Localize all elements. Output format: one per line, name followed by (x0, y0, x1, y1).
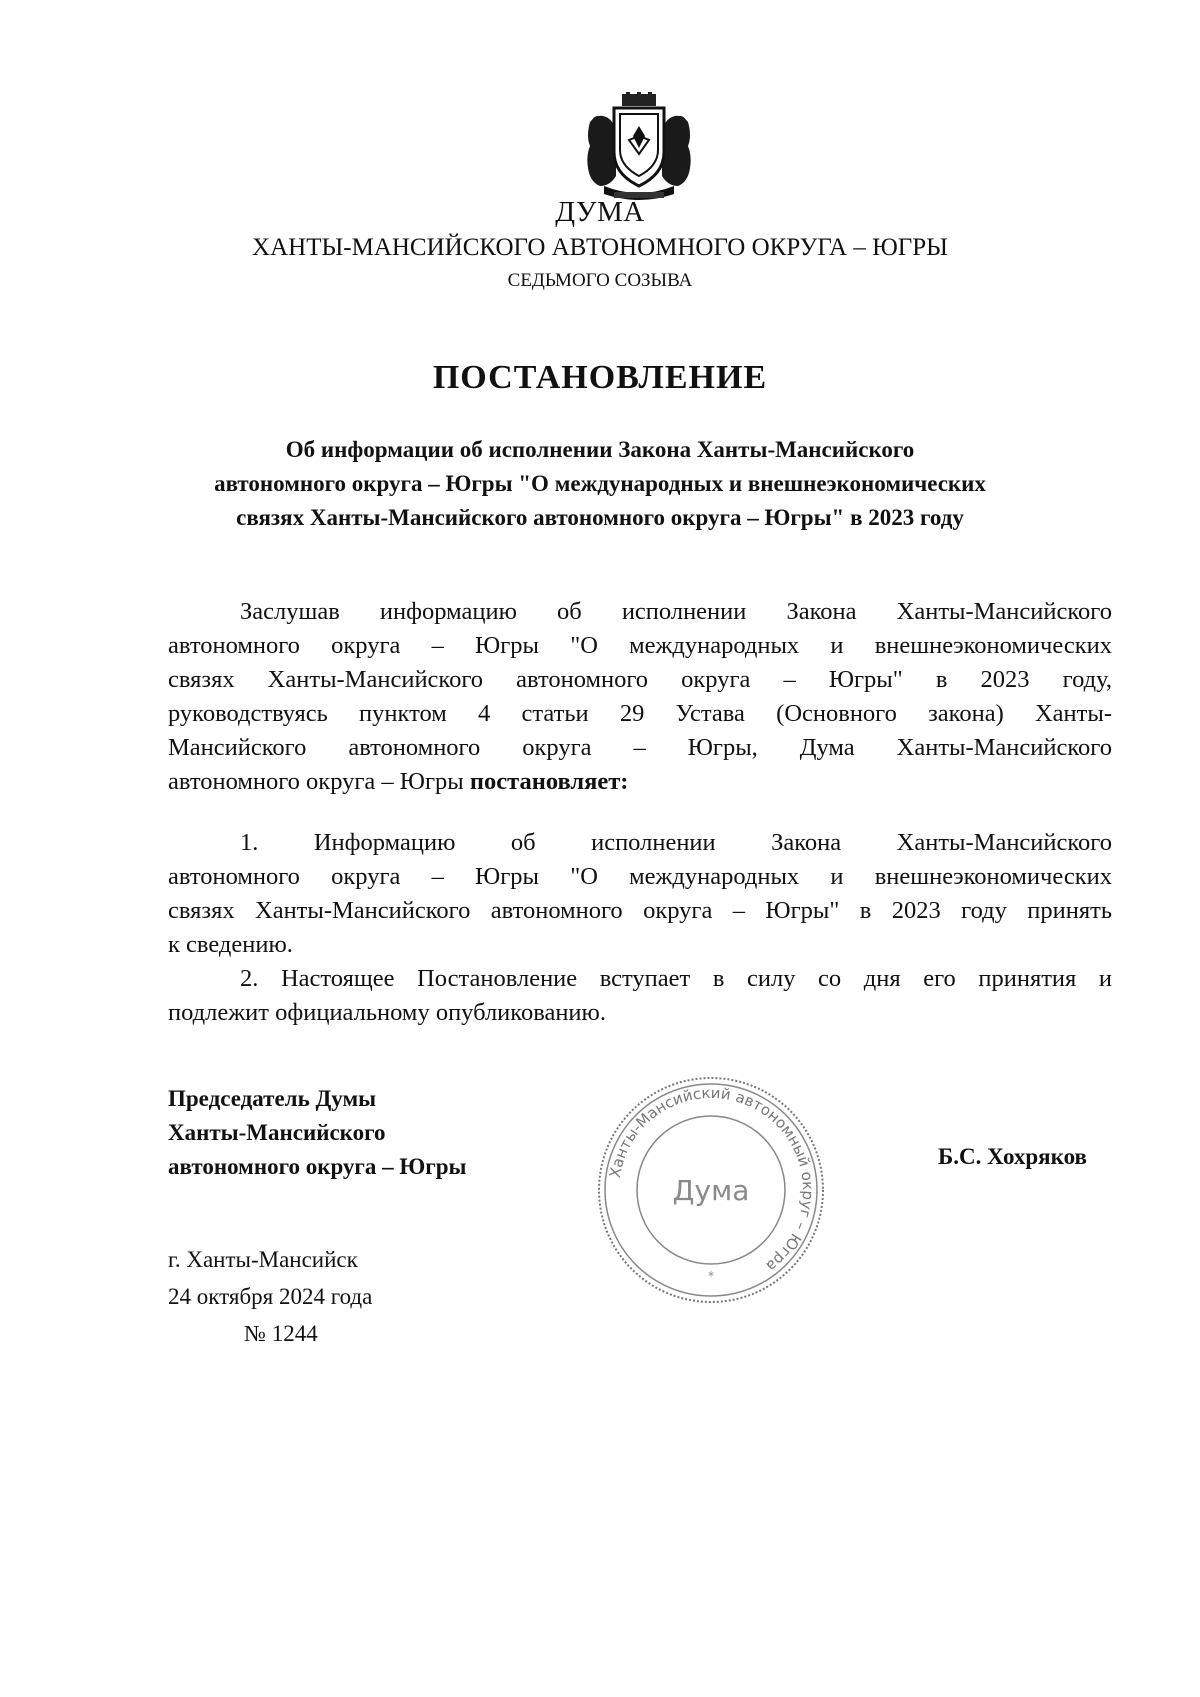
coat-of-arms-icon (584, 92, 694, 202)
subject-line: автономного округа – Югры "О международных и внешнеэкономических (214, 471, 986, 496)
signatory-title-line: Ханты-Мансийского (168, 1120, 386, 1145)
region-name: ХАНТЫ-МАНСИЙСКОГО АВТОНОМНОГО ОКРУГА – ЮГРЫ (252, 234, 948, 261)
seal-center-text: Дума (672, 1174, 750, 1207)
preamble-last-text: автономного округа – Югры (168, 768, 464, 795)
city: г. Ханты-Мансийск (168, 1247, 358, 1272)
item-2-line: 2. Настоящее Постановление вступает в силу со дня его принятия и (240, 965, 1112, 992)
document-number: № 1244 (244, 1321, 318, 1346)
subject-line: связях Ханты-Мансийского автономного округа – Югры" в 2023 году (236, 505, 964, 530)
preamble-last-line (168, 765, 628, 799)
item-1-line: 1. Информацию об исполнении Закона Ханты-Мансийского (240, 829, 1112, 856)
preamble-line: Мансийского автономного округа – Югры, Дума Ханты-Мансийского (168, 734, 1112, 761)
signatory-name: Б.С. Хохряков (938, 1144, 1087, 1169)
organization-name: ДУМА (555, 196, 645, 228)
document-type-title: ПОСТАНОВЛЕНИЕ (432, 359, 768, 396)
item-1-line: автономного округа – Югры "О международных и внешнеэкономических (168, 863, 1112, 890)
date: 24 октября 2024 года (168, 1284, 373, 1309)
signatory-title-line: Председатель Думы (168, 1086, 377, 1111)
subject-line: Об информации об исполнении Закона Ханты-Мансийского (285, 437, 915, 462)
resolution-verb: постановляет: (469, 768, 629, 795)
convocation-label: СЕДЬМОГО СОЗЫВА (507, 270, 693, 291)
preamble-line: связях Ханты-Мансийского автономного округа – Югры" в 2023 году, (168, 666, 1112, 693)
item-1-last-line: к сведению. (168, 931, 293, 958)
signatory-title-line: автономного округа – Югры (168, 1154, 467, 1179)
official-seal-icon (586, 1070, 836, 1310)
preamble-line: Заслушав информацию об исполнении Закона Ханты-Мансийского (240, 598, 1112, 625)
preamble-line: руководствуясь пунктом 4 статьи 29 Устава (Основного закона) Ханты- (168, 700, 1112, 727)
item-1-line: связях Ханты-Мансийского автономного округа – Югры" в 2023 году принять (168, 897, 1112, 924)
preamble-line: автономного округа – Югры "О международных и внешнеэкономических (168, 632, 1112, 659)
seal-ring-text: Ханты-Мансийский автономный округ – Югра (605, 1083, 818, 1276)
item-2-last-line: подлежит официальному опубликованию. (168, 999, 606, 1026)
svg-text:*: * (708, 1269, 714, 1283)
